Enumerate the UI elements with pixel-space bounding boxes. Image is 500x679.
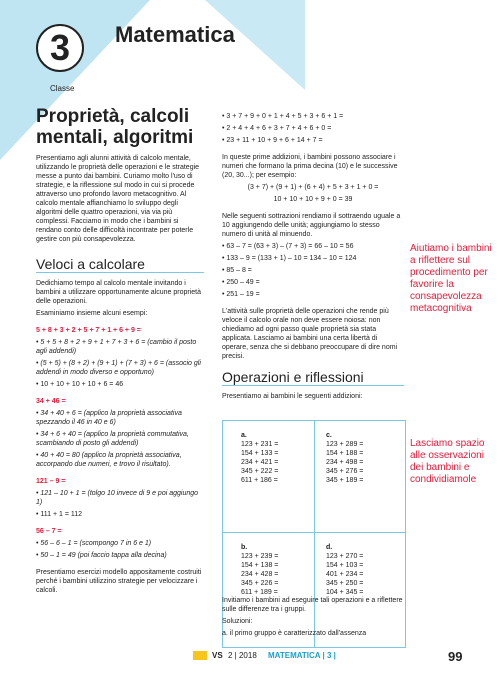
cell-row: 345 + 250 = [326,580,364,587]
cell-row: 345 + 226 = [241,580,279,587]
cell-row: 123 + 231 = [241,441,279,448]
cell-row: 154 + 188 = [326,450,364,457]
side-note: Lasciamo spazio alle osservazioni dei bambini e condividiamole [410,438,485,485]
table-divider-horizontal [223,532,405,533]
example-line: • 34 + 6 + 40 = (applico la proprietà commutativa, scambiando di posto gli addendi) [36,431,189,447]
after-table-text [222,596,404,641]
cell-row: 611 + 186 = [241,477,278,484]
cell-row: 123 + 270 = [326,553,364,560]
chapter-number-badge: 3 [36,24,84,72]
example-title: 56 – 7 = [36,528,62,535]
table-cell-d [326,543,363,597]
exercise-line: • 63 – 7 = (63 + 3) – (7 + 3) = 66 – 10 = 56 [222,243,354,250]
exercise-line: • 2 + 4 + 4 + 6 + 3 + 7 + 4 + 6 + 0 = [222,125,332,132]
paragraph: Presentiamo ai bambini le seguenti addizioni: [222,393,363,400]
example-line: • (5 + 5) + (8 + 2) + (9 + 1) + (7 + 3) + 6 = (associo gli addendi in modo diverso e opportuno) [36,360,201,376]
cell-row: 123 + 239 = [241,553,279,560]
exercise-line: • 3 + 7 + 9 + 0 + 1 + 4 + 5 + 3 + 6 + 1 = [222,113,344,120]
exercise-line: • 85 – 8 = [222,267,252,274]
paragraph: Esaminiamo insieme alcuni esempi: [36,310,148,317]
cell-label: a. [241,432,247,439]
example-line: • 111 + 1 = 112 [36,511,83,518]
table-cell-b [241,543,278,597]
cell-label: c. [326,432,332,439]
example-line: • 56 – 6 – 1 = (scompongo 7 in 6 e 1) [36,540,152,547]
exercise-line: • 250 – 49 = [222,279,260,286]
left-column [36,154,204,598]
table-cell-c [326,431,363,485]
subsection-heading: Operazioni e riflessioni [222,373,404,386]
paragraph: In queste prime addizioni, i bambini possono associare i numeri che formano la prima decina (10) e le successive (20, 30...); per esempio: [222,154,398,179]
cell-label: b. [241,544,248,551]
cell-row: 234 + 498 = [326,459,364,466]
paragraph: L'attività sulle proprietà delle operazioni che rende più veloce il calcolo orale non deve essere noiosa: non chiediamo ad ogni passo quale proprietà sia stata applicata. Lasciamo ai bambini una certa libertà di operare, senza che si debbano preoccupare di dire nomi precisi. [222,308,398,360]
paragraph: Presentiamo esercizi modello appositamente costruiti perché i bambini utilizzino strategie per velocizzare i calcoli. [36,569,202,594]
cell-row: 123 + 289 = [326,441,364,448]
example-title: 34 + 46 = [36,398,66,405]
footer [0,651,500,667]
cell-row: 611 + 189 = [241,589,278,596]
example-line: • 10 + 10 + 10 + 10 + 6 = 46 [36,381,124,388]
example-line: • 121 – 10 + 1 = (tolgo 10 invece di 9 e poi aggiungo 1) [36,490,199,506]
paragraph: Nelle seguenti sottrazioni rendiamo il sottraendo uguale a 10 aggiungendo delle unità; aggiungiamo lo stesso numero di unità al minuendo. [222,213,401,238]
example-title: 5 + 8 + 3 + 2 + 5 + 7 + 1 + 6 + 9 = [36,327,141,334]
paragraph: Soluzioni: [222,618,253,625]
exercise-line: • 23 + 11 + 10 + 9 + 6 + 14 + 7 = [222,137,323,144]
footer-subject: MATEMATICA | 3 | [268,651,336,660]
cell-row: 154 + 103 = [326,562,364,569]
cell-row: 345 + 222 = [241,468,279,475]
example-line: • 40 + 40 = 80 (applico la proprietà associativa, accorpando due numeri, e trovo il risultato). [36,452,182,468]
formula-line: (3 + 7) + (9 + 1) + (6 + 4) + 5 + 3 + 1 + 0 = [247,184,379,191]
cell-row: 234 + 428 = [241,571,279,578]
formula-line: 10 + 10 + 10 + 9 + 0 = 39 [273,196,353,203]
example-line: • 34 + 40 + 6 = (applico la proprietà associativa spezzando il 46 in 40 e 6) [36,410,182,426]
paragraph: Invitiamo i bambini ad eseguire tali operazioni e a riflettere sulle differenze tra i gruppi. [222,597,403,613]
footer-brand: VS [212,651,223,660]
example-title: 121 – 9 = [36,478,66,485]
page-number: 99 [448,649,463,664]
example-line: • 50 – 1 = 49 (poi faccio tappa alla decina) [36,552,167,559]
cell-row: 104 + 345 = [326,589,364,596]
subsection-heading: Veloci a calcolare [36,260,204,273]
cell-row: 345 + 189 = [326,477,364,484]
cell-label: d. [326,544,333,551]
cell-row: 401 + 234 = [326,571,364,578]
table-cell-a [241,431,278,485]
example-line: • 5 + 5 + 8 + 2 + 9 + 1 + 7 + 3 + 6 = (cambio il posto agli addendi) [36,339,197,355]
cell-row: 345 + 276 = [326,468,364,475]
side-note: Aiutiamo i bambini a riflettere sul procedimento per favorire la consapevolezza metacognitiva [410,243,492,314]
exercise-line: • 133 – 9 = (133 + 1) – 10 = 134 – 10 = 124 [222,255,357,262]
exercise-line: • 251 – 19 = [222,291,260,298]
right-column [222,112,404,404]
paragraph: Dedichiamo tempo al calcolo mentale invitando i bambini a utilizzare opportunamente alcune proprietà delle operazioni. [36,280,201,305]
page-title: Matematica [115,22,235,47]
section-title: Proprietà, calcoli mentali, algoritmi [36,106,194,148]
cell-row: 234 + 421 = [241,459,279,466]
paragraph: a. il primo gruppo è caratterizzato dall'assenza [222,630,367,637]
class-label: Classe [50,84,75,93]
footer-issue: 2 | 2018 [228,651,257,660]
cell-row: 154 + 138 = [241,562,279,569]
intro-paragraph: Presentiamo agli alunni attività di calcolo mentale, utilizzando le proprietà delle operazioni e le strategie messe a punto dai bambini. Curiamo molto l'uso di strategie, e la riflessione sul modo in cui si procede attraverso uno profondo lavoro metacognitivo. Al calcolo mentale affianchiamo lo sviluppo degli algoritmi delle quattro operazioni, via via più complessi. Facciamo in modo che i bambini si rendano conto delle difficoltà incontrate per poterle gestire con più consapevolezza. [36,155,200,243]
cell-row: 154 + 133 = [241,450,279,457]
